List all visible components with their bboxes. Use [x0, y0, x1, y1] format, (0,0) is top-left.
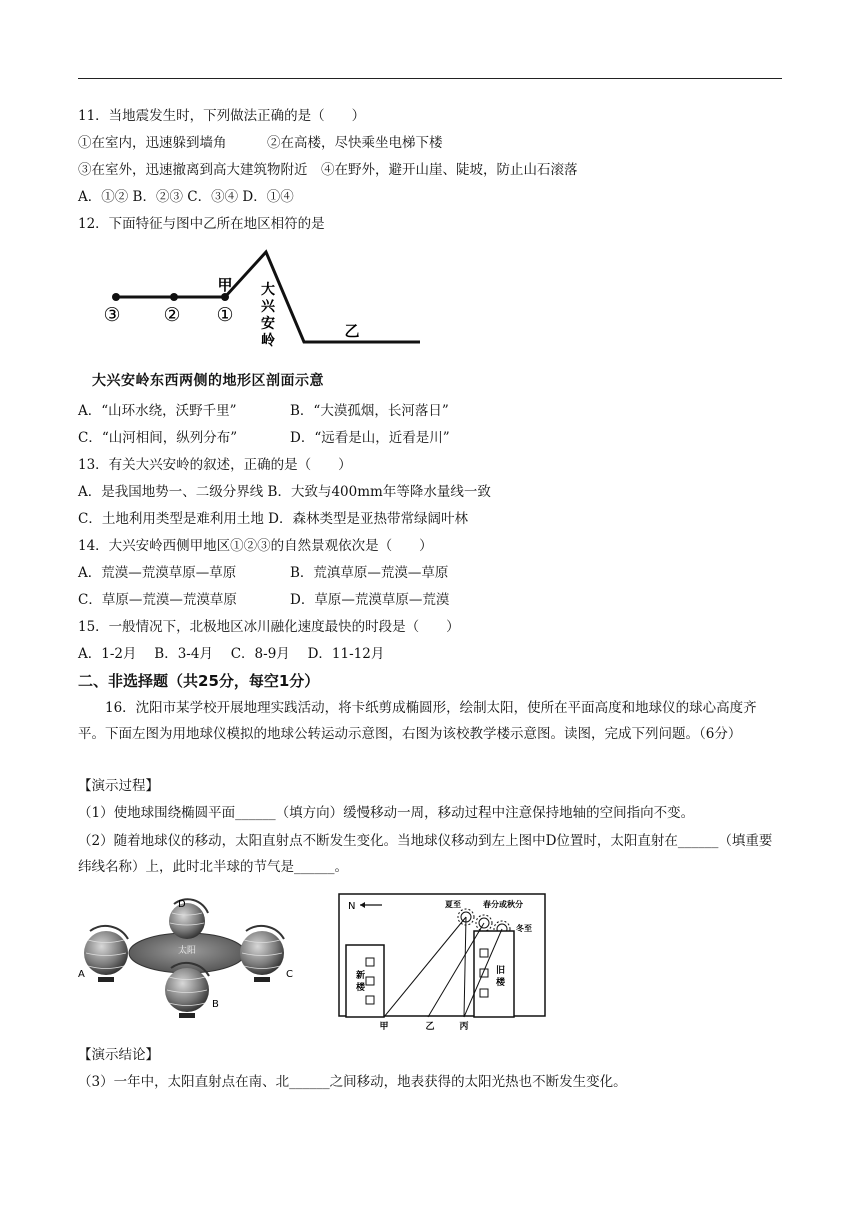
q16-part3: （3）一年中，太阳直射点在南、北______之间移动，地表获得的太阳光热也不断发生变化。	[78, 1074, 627, 1090]
globe-d	[169, 899, 208, 939]
ground-label-jia: 甲	[379, 1022, 389, 1032]
sun-label-equinox: 春分或秋分	[483, 900, 523, 909]
old-building-char-2: 楼	[496, 978, 506, 988]
terrain-profile-figure	[90, 244, 420, 364]
profile-mountain-char-4: 岭	[261, 333, 275, 349]
globe-a	[84, 926, 128, 982]
q15-stem: 15．一般情况下，北极地区冰川融化速度最快的时段是（ ）	[78, 619, 460, 635]
new-building	[346, 945, 384, 1017]
q13-stem: 13．有关大兴安岭的叙述，正确的是（ ）	[78, 457, 352, 473]
profile-circle-3: ③	[103, 304, 121, 326]
q15-options: A．1-2月 B．3-4月 C．8-9月 D．11-12月	[78, 646, 385, 662]
orbit-label-c: C	[286, 969, 293, 980]
sun-label-winter: 冬至	[516, 924, 532, 933]
ground-label-bing: 丙	[459, 1022, 469, 1032]
q12-option-c: C．“山河相间，纵列分布”	[78, 430, 238, 446]
q12-option-a: A．“山环水绕，沃野千里”	[78, 403, 237, 419]
q12-options-row1	[78, 401, 449, 421]
q11-stem: 11．当地震发生时，下列做法正确的是（ ）	[78, 108, 366, 124]
orbit-label-b: B	[212, 999, 219, 1010]
orbit-sun-label: 太阳	[177, 946, 197, 956]
q13-line2: C．土地利用类型是难利用土地 D．森林类型是亚热带常绿阔叶林	[78, 511, 468, 527]
profile-point-1	[221, 293, 229, 301]
profile-label-jia: 甲	[217, 276, 233, 294]
ground-label-yi: 乙	[425, 1022, 435, 1032]
section2-title: 二、非选择题（共25分，每空1分）	[78, 672, 320, 690]
q12-options-row2	[78, 428, 450, 448]
old-building-char-1: 旧	[496, 966, 506, 976]
q14-options-row1	[78, 563, 448, 583]
north-label: N	[348, 901, 356, 912]
profile-point-2	[170, 293, 178, 301]
q14-option-c: C．草原—荒漠—荒漠草原	[78, 592, 237, 608]
q14-option-d: D．草原—荒漠草原—荒漠	[290, 592, 450, 608]
q11-options: A．①② B．②③ C．③④ D．①④	[78, 189, 294, 205]
q16-part2: （2）随着地球仪的移动，太阳直射点不断发生变化。当地球仪移动到左上图中D位置时，太阳直射在______（填重要纬线名称）上，此时北半球的节气是______。	[78, 833, 773, 875]
north-arrow-icon	[360, 902, 382, 908]
q16-part1: （1）使地球围绕椭圆平面______（填方向）缓慢移动一周，移动过程中注意保持地轴的空间指向不变。	[78, 805, 695, 821]
q11-line1: ①在室内，迅速躲到墙角 ②在高楼，尽快乘坐电梯下楼	[78, 135, 443, 151]
profile-mountain-char-2: 兴	[261, 299, 275, 315]
new-building-char-2: 楼	[356, 983, 366, 993]
school-building-figure	[338, 893, 550, 1033]
profile-circle-1: ①	[216, 304, 234, 326]
q14-option-b: B．荒滇草原—荒漠—草原	[290, 565, 449, 581]
q12-option-b: B．“大漠孤烟，长河落日”	[290, 403, 449, 419]
profile-label-yi: 乙	[344, 322, 360, 340]
q13-line1: A．是我国地势一、二级分界线 B．大致与400mm年等降水量线一致	[78, 484, 491, 500]
profile-mountain-char-1: 大	[261, 282, 275, 298]
demo-process-heading: 【演示过程】	[78, 778, 159, 794]
orbit-label-d: D	[178, 899, 186, 910]
globe-c	[240, 926, 284, 982]
q12-stem: 12．下面特征与图中乙所在地区相符的是	[78, 216, 325, 232]
demo-conclusion-heading: 【演示结论】	[78, 1047, 159, 1063]
profile-point-3	[112, 293, 120, 301]
terrain-profile-caption: 大兴安岭东西两侧的地形区剖面示意	[92, 373, 324, 389]
earth-orbit-figure	[76, 895, 298, 1025]
q14-options-row2	[78, 590, 449, 610]
q14-option-a: A．荒漠—荒漠草原—草原	[78, 565, 237, 581]
q12-option-d: D．“远看是山，近看是川”	[290, 430, 450, 446]
q16-intro: 16．沈阳市某学校开展地理实践活动，将卡纸剪成椭圆形，绘制太阳，使所在平面高度和地球仪的球心高度齐平。下面左图为用地球仪模拟的地球公转运动示意图，右图为该校教学楼示意图。读图，完成下列问题。（6分）	[78, 700, 757, 742]
profile-mountain-char-3: 安	[261, 316, 275, 332]
profile-circle-2: ②	[163, 304, 181, 326]
q14-stem: 14．大兴安岭西侧甲地区①②③的自然景观依次是（ ）	[78, 538, 433, 554]
sun-label-summer: 夏至	[445, 900, 461, 909]
new-building-char-1: 新	[356, 971, 366, 981]
header-rule	[78, 78, 782, 79]
q11-line2: ③在室外，迅速撤离到高大建筑物附近 ④在野外，避开山崖、陡坡，防止山石滚落	[78, 162, 578, 178]
orbit-label-a: A	[78, 969, 85, 980]
